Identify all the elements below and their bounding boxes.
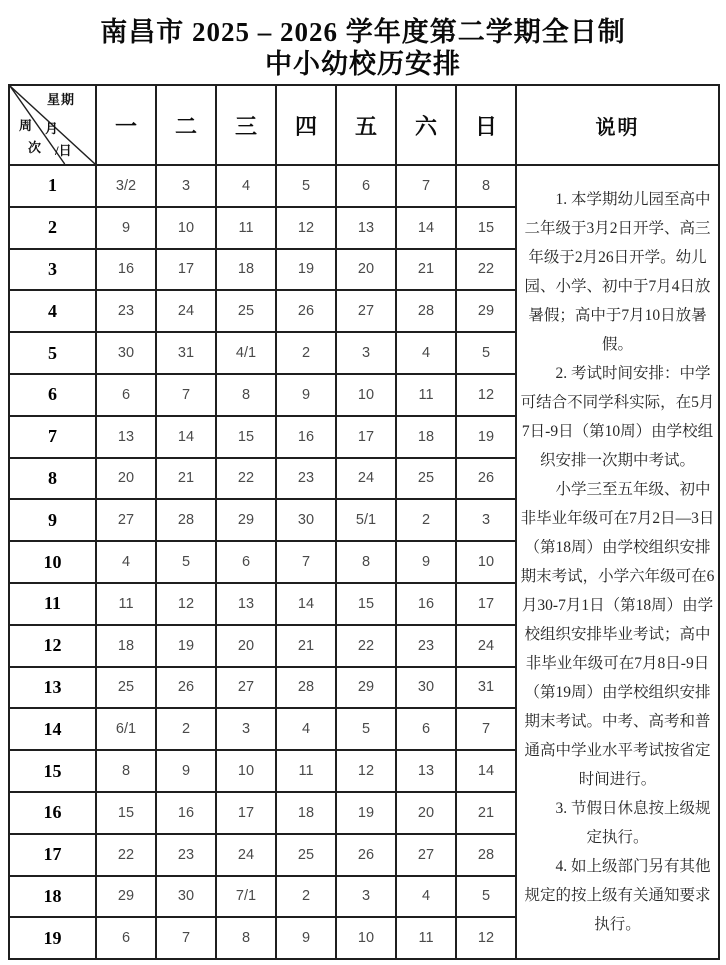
date-cell: 12 [156,583,216,625]
date-cell: 6 [96,374,156,416]
date-cell: 5 [336,708,396,750]
date-cell: 17 [336,416,396,458]
date-cell: 14 [156,416,216,458]
date-cell: 25 [216,290,276,332]
note-paragraph: 3. 节假日休息按上级规定执行。 [555,800,711,847]
date-cell: 6 [216,541,276,583]
date-cell: 9 [96,207,156,249]
week-number: 3 [9,249,96,291]
date-cell: 11 [396,374,456,416]
day-header-wed: 三 [216,85,276,165]
date-cell: 23 [396,625,456,667]
date-cell: 7 [156,917,216,959]
date-cell: 10 [336,917,396,959]
day-header-sat: 六 [396,85,456,165]
date-cell: 6 [336,165,396,207]
date-cell: 20 [216,625,276,667]
note-paragraph: 4. 如上级部门另有其他规定的按上级有关通知要求执行。 [524,858,711,934]
date-cell: 12 [456,917,516,959]
date-cell: 18 [216,249,276,291]
date-cell: 23 [96,290,156,332]
date-cell: 6 [396,708,456,750]
week-number: 1 [9,165,96,207]
date-cell: 11 [216,207,276,249]
day-header-tue: 二 [156,85,216,165]
week-number: 15 [9,750,96,792]
notes-header: 说明 [516,85,719,165]
note-paragraph: 2. 考试时间安排：中学可结合不同学科实际，在5月7日-9日（第10周）由学校组织安排一次期中考试。 [520,365,715,470]
day-header-fri: 五 [336,85,396,165]
corner-weekday-label: 星期 [47,92,76,107]
date-cell: 18 [96,625,156,667]
date-cell: 26 [156,667,216,709]
date-cell: 2 [396,499,456,541]
date-cell: 16 [276,416,336,458]
date-cell: 19 [276,249,336,291]
date-cell: 7 [456,708,516,750]
date-cell: 29 [96,876,156,918]
date-cell: 21 [156,458,216,500]
date-cell: 7/1 [216,876,276,918]
date-cell: 13 [216,583,276,625]
date-cell: 28 [276,667,336,709]
date-cell: 4 [276,708,336,750]
corner-header-cell [9,85,96,165]
date-cell: 11 [276,750,336,792]
week-number: 2 [9,207,96,249]
calendar-table [8,84,720,960]
date-cell: 20 [396,792,456,834]
date-cell: 28 [396,290,456,332]
date-cell: 3/2 [96,165,156,207]
week-number: 5 [9,332,96,374]
date-cell: 15 [456,207,516,249]
week-number: 18 [9,876,96,918]
date-cell: 2 [276,332,336,374]
date-cell: 18 [396,416,456,458]
date-cell: 16 [156,792,216,834]
date-cell: 31 [156,332,216,374]
date-cell: 12 [276,207,336,249]
date-cell: 15 [216,416,276,458]
date-cell: 21 [456,792,516,834]
corner-week-label-char2: 次 [28,140,42,155]
date-cell: 11 [396,917,456,959]
table-row [9,165,719,207]
date-cell: 2 [276,876,336,918]
date-cell: 29 [336,667,396,709]
date-cell: 18 [276,792,336,834]
date-cell: 24 [456,625,516,667]
week-number: 10 [9,541,96,583]
date-cell: 15 [336,583,396,625]
page-title-line1: 南昌市 2025 – 2026 学年度第二学期全日制 [100,17,626,47]
date-cell: 21 [276,625,336,667]
header-row [9,85,719,165]
date-cell: 12 [336,750,396,792]
date-cell: 10 [216,750,276,792]
date-cell: 10 [156,207,216,249]
date-cell: 7 [276,541,336,583]
day-header-sun: 日 [456,85,516,165]
date-cell: 5/1 [336,499,396,541]
date-cell: 14 [276,583,336,625]
day-header-mon: 一 [96,85,156,165]
date-cell: 13 [396,750,456,792]
week-number: 12 [9,625,96,667]
date-cell: 16 [396,583,456,625]
date-cell: 26 [336,834,396,876]
date-cell: 13 [336,207,396,249]
corner-week-label-char1: 周 [19,118,33,133]
date-cell: 8 [216,917,276,959]
date-cell: 4 [216,165,276,207]
note-paragraph: 小学三至五年级、初中非毕业年级可在7月2日—3日（第18周）由学校组织安排期末考试，小学六年级可在6月30-7月1日（第18周）由学校组织安排毕业考试；高中非毕业年级可在7月8日-9日（第19周）由学校组织安排期末考试。中考、高考和普通高中学业水平考试按省定时间进行。 [520,481,715,789]
date-cell: 8 [96,750,156,792]
date-cell: 25 [396,458,456,500]
corner-month-label: 月 [45,121,59,136]
date-cell: 3 [216,708,276,750]
date-cell: 29 [456,290,516,332]
date-cell: 8 [216,374,276,416]
date-cell: 26 [276,290,336,332]
date-cell: 19 [336,792,396,834]
date-cell: 6 [96,917,156,959]
date-cell: 31 [456,667,516,709]
date-cell: 28 [156,499,216,541]
date-cell: 3 [336,876,396,918]
date-cell: 4 [96,541,156,583]
date-cell: 27 [96,499,156,541]
date-cell: 27 [396,834,456,876]
date-cell: 22 [336,625,396,667]
date-cell: 4 [396,876,456,918]
date-cell: 3 [336,332,396,374]
date-cell: 23 [156,834,216,876]
week-number: 8 [9,458,96,500]
note-paragraph: 1. 本学期幼儿园至高中二年级于3月2日开学、高三年级于2月26日开学。幼儿园、小学、初中于7月4日放暑假；高中于7月10日放暑假。 [524,191,711,354]
date-cell: 6/1 [96,708,156,750]
date-cell: 20 [96,458,156,500]
date-cell: 7 [396,165,456,207]
week-number: 19 [9,917,96,959]
diagonal-split [10,86,95,164]
date-cell: 26 [456,458,516,500]
date-cell: 20 [336,249,396,291]
date-cell: 25 [276,834,336,876]
date-cell: 24 [336,458,396,500]
week-number: 4 [9,290,96,332]
date-cell: 3 [456,499,516,541]
calendar-body [9,165,719,959]
date-cell: 19 [156,625,216,667]
date-cell: 8 [456,165,516,207]
date-cell: 5 [156,541,216,583]
week-number: 6 [9,374,96,416]
date-cell: 14 [456,750,516,792]
date-cell: 15 [96,792,156,834]
date-cell: 3 [156,165,216,207]
date-cell: 17 [456,583,516,625]
date-cell: 9 [276,374,336,416]
date-cell: 25 [96,667,156,709]
date-cell: 14 [396,207,456,249]
week-number: 17 [9,834,96,876]
date-cell: 12 [456,374,516,416]
date-cell: 7 [156,374,216,416]
corner-day-label: /日 [55,143,72,158]
date-cell: 9 [156,750,216,792]
date-cell: 16 [96,249,156,291]
date-cell: 22 [96,834,156,876]
date-cell: 23 [276,458,336,500]
page-title [0,16,726,80]
date-cell: 24 [156,290,216,332]
date-cell: 27 [216,667,276,709]
date-cell: 28 [456,834,516,876]
date-cell: 8 [336,541,396,583]
date-cell: 30 [396,667,456,709]
page-title-line2: 中小幼校历安排 [265,49,461,79]
date-cell: 29 [216,499,276,541]
week-number: 16 [9,792,96,834]
date-cell: 17 [216,792,276,834]
date-cell: 5 [456,332,516,374]
week-number: 13 [9,667,96,709]
week-number: 11 [9,583,96,625]
date-cell: 19 [456,416,516,458]
date-cell: 22 [456,249,516,291]
date-cell: 21 [396,249,456,291]
date-cell: 5 [276,165,336,207]
date-cell: 4/1 [216,332,276,374]
date-cell: 30 [156,876,216,918]
date-cell: 5 [456,876,516,918]
week-number: 9 [9,499,96,541]
date-cell: 24 [216,834,276,876]
date-cell: 10 [456,541,516,583]
date-cell: 4 [396,332,456,374]
date-cell: 22 [216,458,276,500]
date-cell: 30 [96,332,156,374]
date-cell: 2 [156,708,216,750]
notes-cell [516,165,719,959]
date-cell: 9 [396,541,456,583]
day-header-thu: 四 [276,85,336,165]
date-cell: 27 [336,290,396,332]
week-number: 14 [9,708,96,750]
week-number: 7 [9,416,96,458]
date-cell: 30 [276,499,336,541]
date-cell: 10 [336,374,396,416]
date-cell: 11 [96,583,156,625]
date-cell: 9 [276,917,336,959]
date-cell: 13 [96,416,156,458]
date-cell: 17 [156,249,216,291]
